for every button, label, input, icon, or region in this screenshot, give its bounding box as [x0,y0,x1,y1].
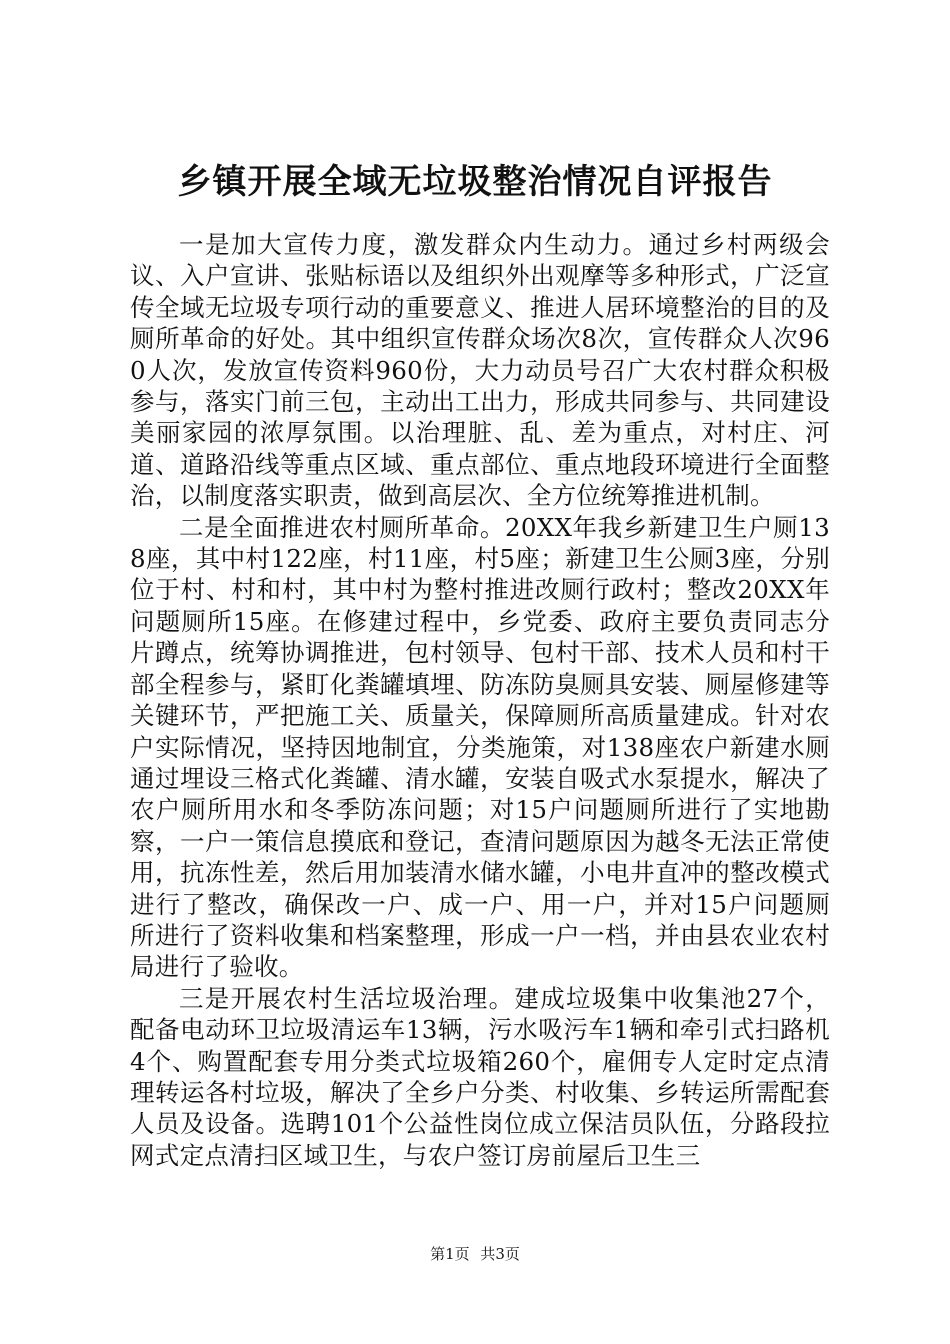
paragraph-toilet-revolution: 二是全面推进农村厕所革命。20XX年我乡新建卫生户厕138座，其中村122座，村11座，村5座；新建卫生公厕3座，分别位于村、村和村，其中村为整村推进改厕行政村；整改20XX年问题厕所15座。在修建过程中，乡党委、政府主要负责同志分片蹲点，统筹协调推进，包村领导、包村干部、技术人员和村干部全程参与，紧盯化粪罐填埋、防冻防臭厕具安装、厕屋修建等关键环节，严把施工关、质量关，保障厕所高质量建成。针对农户实际情况，坚持因地制宜，分类施策，对138座农户新建水厕通过埋设三格式化粪罐、清水罐，安装自吸式水泵提水，解决了农户厕所用水和冬季防冻问题；对15户问题厕所进行了实地勘察，一户一策信息摸底和登记，查清问题原因为越冬无法正常使用，抗冻性差，然后用加装清水储水罐，小电井直冲的整改模式进行了整改，确保改一户、成一户、用一户，并对15户问题厕所进行了资料收集和档案整理，形成一户一档，并由县农业农村局进行了验收。 [130,512,830,982]
page-footer [0,1244,950,1264]
document-body [130,229,830,1171]
document-title: 乡镇开展全域无垃圾整治情况自评报告 [177,162,773,202]
paragraph-garbage-treatment: 三是开展农村生活垃圾治理。建成垃圾集中收集池27个，配备电动环卫垃圾清运车13辆，污水吸污车1辆和牵引式扫路机4个、购置配套专用分类式垃圾箱260个，雇佣专人定时定点清理转运各村垃圾，解决了全乡户分类、村收集、乡转运所需配套人员及设备。选聘101个公益性岗位成立保洁员队伍，分路段拉网式定点清扫区域卫生，与农户签订房前屋后卫生三 [130,983,830,1170]
paragraph-publicity: 一是加大宣传力度，激发群众内生动力。通过乡村两级会议、入户宣讲、张贴标语以及组织外出观摩等多种形式，广泛宣传全域无垃圾专项行动的重要意义、推进人居环境整治的目的及厕所革命的好处。其中组织宣传群众场次8次，宣传群众人次960人次，发放宣传资料960份，大力动员号召广大农村群众积极参与，落实门前三包，主动出工出力，形成共同参与、共同建设美丽家园的浓厚氛围。以治理脏、乱、差为重点，对村庄、河道、道路沿线等重点区域、重点部位、重点地段环境进行全面整治，以制度落实职责，做到高层次、全方位统筹推进机制。 [130,230,830,511]
page-total: 共3页 [480,1245,520,1263]
page-number: 第1页 [430,1245,470,1263]
